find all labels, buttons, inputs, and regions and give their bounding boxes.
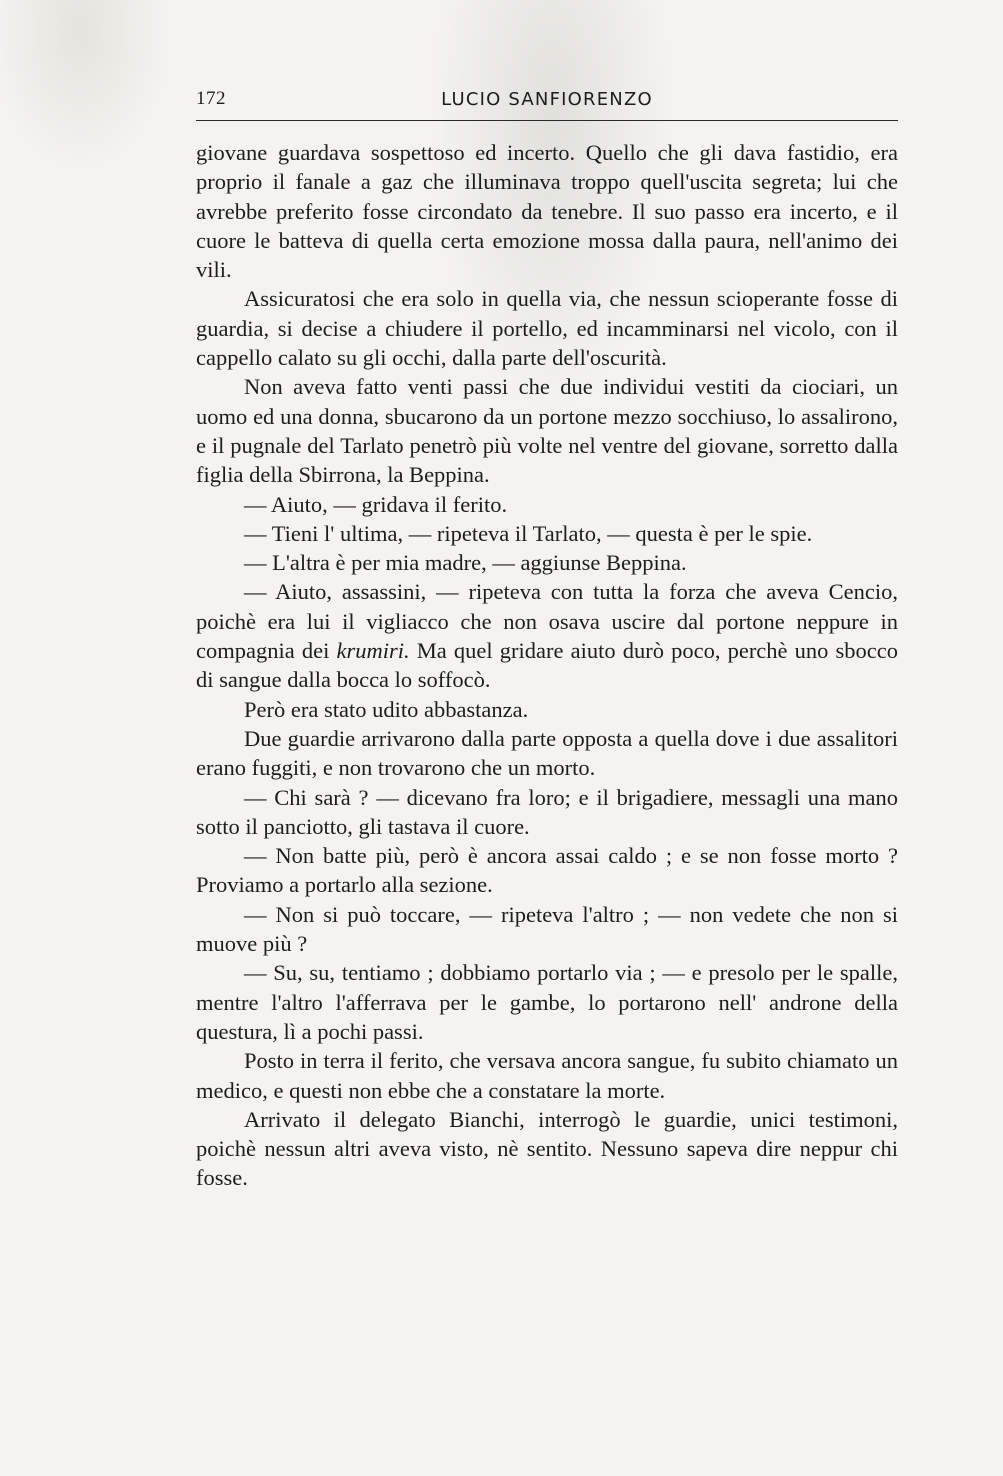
paragraph: Però era stato udito abbastanza. [244,696,529,722]
dialogue-line: — Non si può toccare, — ripeteva l'altro ; — non vedete che non si muove più ? [196,901,898,957]
paragraph: Assicuratosi che era solo in quella via, che nessun scioperante fosse di guardia, si decise a chiudere il portello, ed incamminarsi nel vicolo, con il cappello calato su gli occhi, dalla parte dell'oscurità. [196,286,898,371]
dialogue-line [196,577,898,694]
dialogue-line: — Su, su, tentiamo ; dobbiamo portarlo via ; — e presolo per le spalle, mentre l'altro l'afferrava per le gambe, lo portarono nell' androne della questura, lì a pochi passi. [196,960,898,1044]
page-body [196,138,898,1193]
paragraph: Arrivato il delegato Bianchi, interrogò le guardie, unici testimoni, poichè nessun altri aveva visto, nè sentito. Nessuno sapeva dire neppur chi fosse. [196,1106,898,1191]
dialogue-text: Ma quel gridare aiuto durò poco, perchè uno sbocco di sangue dalla bocca lo soffocò. [196,638,899,693]
dialogue-line: — L'altra è per mia madre, — aggiunse Beppina. [244,550,687,576]
paragraph: Non aveva fatto venti passi che due individui vestiti da ciociari, un uomo ed una donna, sbucarono da un portone mezzo socchiuso, lo assalirono, e il pugnale del Tarlato penetrò più volte nel ventre del giovane, sorretto dalla figlia della Sbirrona, la Beppina. [196,374,898,488]
dialogue-line: — Tieni l' ultima, — ripeteva il Tarlato, — questa è per le spie. [244,520,813,546]
paragraph: Due guardie arrivarono dalla parte opposta a quella dove i due assalitori erano fuggiti, e non trovarono che un morto. [196,725,898,781]
header-rule [196,120,898,121]
dialogue-text: — Aiuto, assassini, — ripeteva con tutta la forza che aveva Cencio, poichè era lui il vigliacco che non osava uscire dal portone neppure in compagnia dei [196,579,898,664]
running-head: LUCIO SANFIORENZO [441,89,653,110]
dialogue-line: — Chi sarà ? — dicevano fra loro; e il brigadiere, messagli una mano sotto il panciotto, gli tastava il cuore. [196,784,898,839]
page-number: 172 [196,88,226,109]
dialogue-line: — Aiuto, — gridava il ferito. [244,491,508,517]
italic-word: krumiri. [336,638,410,664]
paragraph: giovane guardava sospettoso ed incerto. Quello che gli dava fastidio, era proprio il fanale a gaz che illuminava troppo quell'uscita segreta; lui che avrebbe preferito fosse circondato da tenebre. Il suo passo era incerto, e il cuore le batteva di quella certa emozione mossa dalla paura, nell'animo dei vili. [196,140,898,283]
paragraph: Posto in terra il ferito, che versava ancora sangue, fu subito chiamato un medico, e questi non ebbe che a constatare la morte. [196,1048,898,1103]
page-header [196,88,898,118]
dialogue-line: — Non batte più, però è ancora assai caldo ; e se non fosse morto ? Proviamo a portarlo alla sezione. [196,843,898,898]
